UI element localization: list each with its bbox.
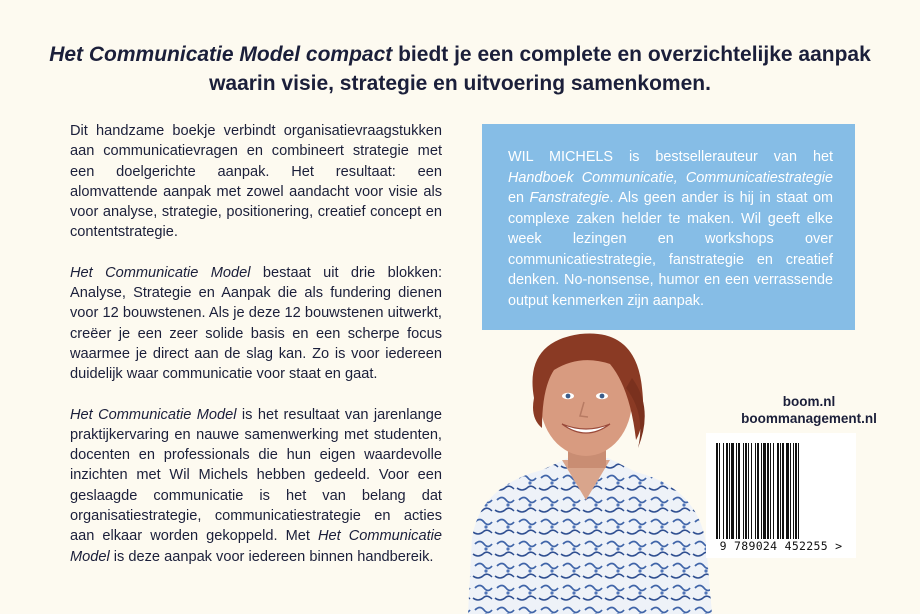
- barcode-bar: [729, 443, 730, 539]
- barcode-bar: [743, 443, 744, 539]
- isbn-barcode: [706, 433, 856, 558]
- bio-text: en: [508, 190, 530, 206]
- blurb-paragraph-1: Dit handzame boekje verbindt organisatievraagstukken aan communicatievragen en combineert strategie met een doelgerichte aanpak. Het resultaat: een alomvattende aanpak met zowel aandacht voor visie als voor analyse, strategie, positionering, creatief concept en contentstrategie.: [70, 123, 442, 241]
- headline-rest: biedt je een complete en overzichtelijke aanpak waarin visie, strategie en uitvoering samenkomen.: [209, 43, 871, 95]
- headline-title: Het Communicatie Model compact: [49, 43, 393, 66]
- barcode-bar: [790, 443, 791, 539]
- barcode-bar: [738, 443, 740, 539]
- bio-text: WIL MICHELS is bestsellerauteur van het: [508, 149, 833, 165]
- barcode-bar: [763, 443, 766, 539]
- publisher-url-boom: boom.nl: [782, 394, 836, 409]
- blurb-paragraph-3: [70, 405, 442, 567]
- barcode-bar: [719, 443, 720, 539]
- barcode-bar: [782, 443, 784, 539]
- barcode-bar: [786, 443, 789, 539]
- blurb-column: [70, 121, 442, 587]
- publisher-urls: [720, 393, 898, 427]
- barcode-bars: [714, 443, 848, 539]
- author-bio-box: [482, 124, 855, 330]
- barcode-bar: [780, 443, 781, 539]
- barcode-bar: [731, 443, 734, 539]
- isbn-number: 9 789024 452255 >: [719, 539, 843, 553]
- barcode-bar: [745, 443, 747, 539]
- publisher-url-boommanagement: boommanagement.nl: [741, 411, 877, 426]
- barcode-bar: [773, 443, 774, 539]
- bio-book-title: Fanstrategie: [529, 190, 610, 206]
- barcode-bar: [716, 443, 718, 539]
- paragraph-text: is deze aanpak voor iedereen binnen handbereik.: [109, 548, 434, 565]
- barcode-bar: [726, 443, 728, 539]
- barcode-bar: [795, 443, 797, 539]
- barcode-bar: [757, 443, 759, 539]
- blurb-paragraph-2: [70, 263, 442, 385]
- bio-text: . Als geen ander is hij in staat om complexe zaken helder te maken. Wil geeft elke week lezingen en workshops over communicatiestrategie, fanstrategie en creatief denken. No-nonsense, humor en een verrassende output kenmerken zijn aanpak.: [508, 190, 833, 309]
- bio-book-titles: Handboek Communicatie, Communicatiestrategie: [508, 169, 833, 186]
- barcode-bar: [736, 443, 737, 539]
- barcode-bar: [761, 443, 762, 539]
- headline: [40, 40, 880, 98]
- author-photo: [450, 318, 720, 614]
- barcode-bar: [723, 443, 724, 539]
- barcode-bar: [748, 443, 749, 539]
- barcode-bar: [755, 443, 756, 539]
- barcode-bar: [777, 443, 779, 539]
- barcode-bar: [751, 443, 752, 539]
- book-title: Het Communicatie Model: [70, 406, 237, 423]
- paragraph-text: is het resultaat van jarenlange praktijkervaring en nauwe samenwerking met studenten, docenten en professionals die hun eigen waardevolle inzichten met Wil Michels hebben gedeeld. Voor een geslaagde communicatie is het van belang dat organisatiestrategie, communicatiestrategie en acties aan elkaar worden gekoppeld. Met: [70, 406, 443, 545]
- barcode-bar: [793, 443, 794, 539]
- barcode-bar: [770, 443, 771, 539]
- book-title: Het Communicatie Model: [70, 528, 442, 565]
- book-title: Het Communicatie Model: [70, 264, 251, 281]
- barcode-bar: [767, 443, 769, 539]
- paragraph-text: bestaat uit drie blokken: Analyse, Strategie en Aanpak die als fundering dienen voor 12 bouwstenen. Als je deze 12 bouwstenen uitwerkt, creëer je een zeer solide basis en een scherpe focus waarmee je direct aan de slag kan. Zo is voor iedereen duidelijk waar communicatie voor staat en gaat.: [70, 264, 442, 383]
- barcode-bar: [798, 443, 799, 539]
